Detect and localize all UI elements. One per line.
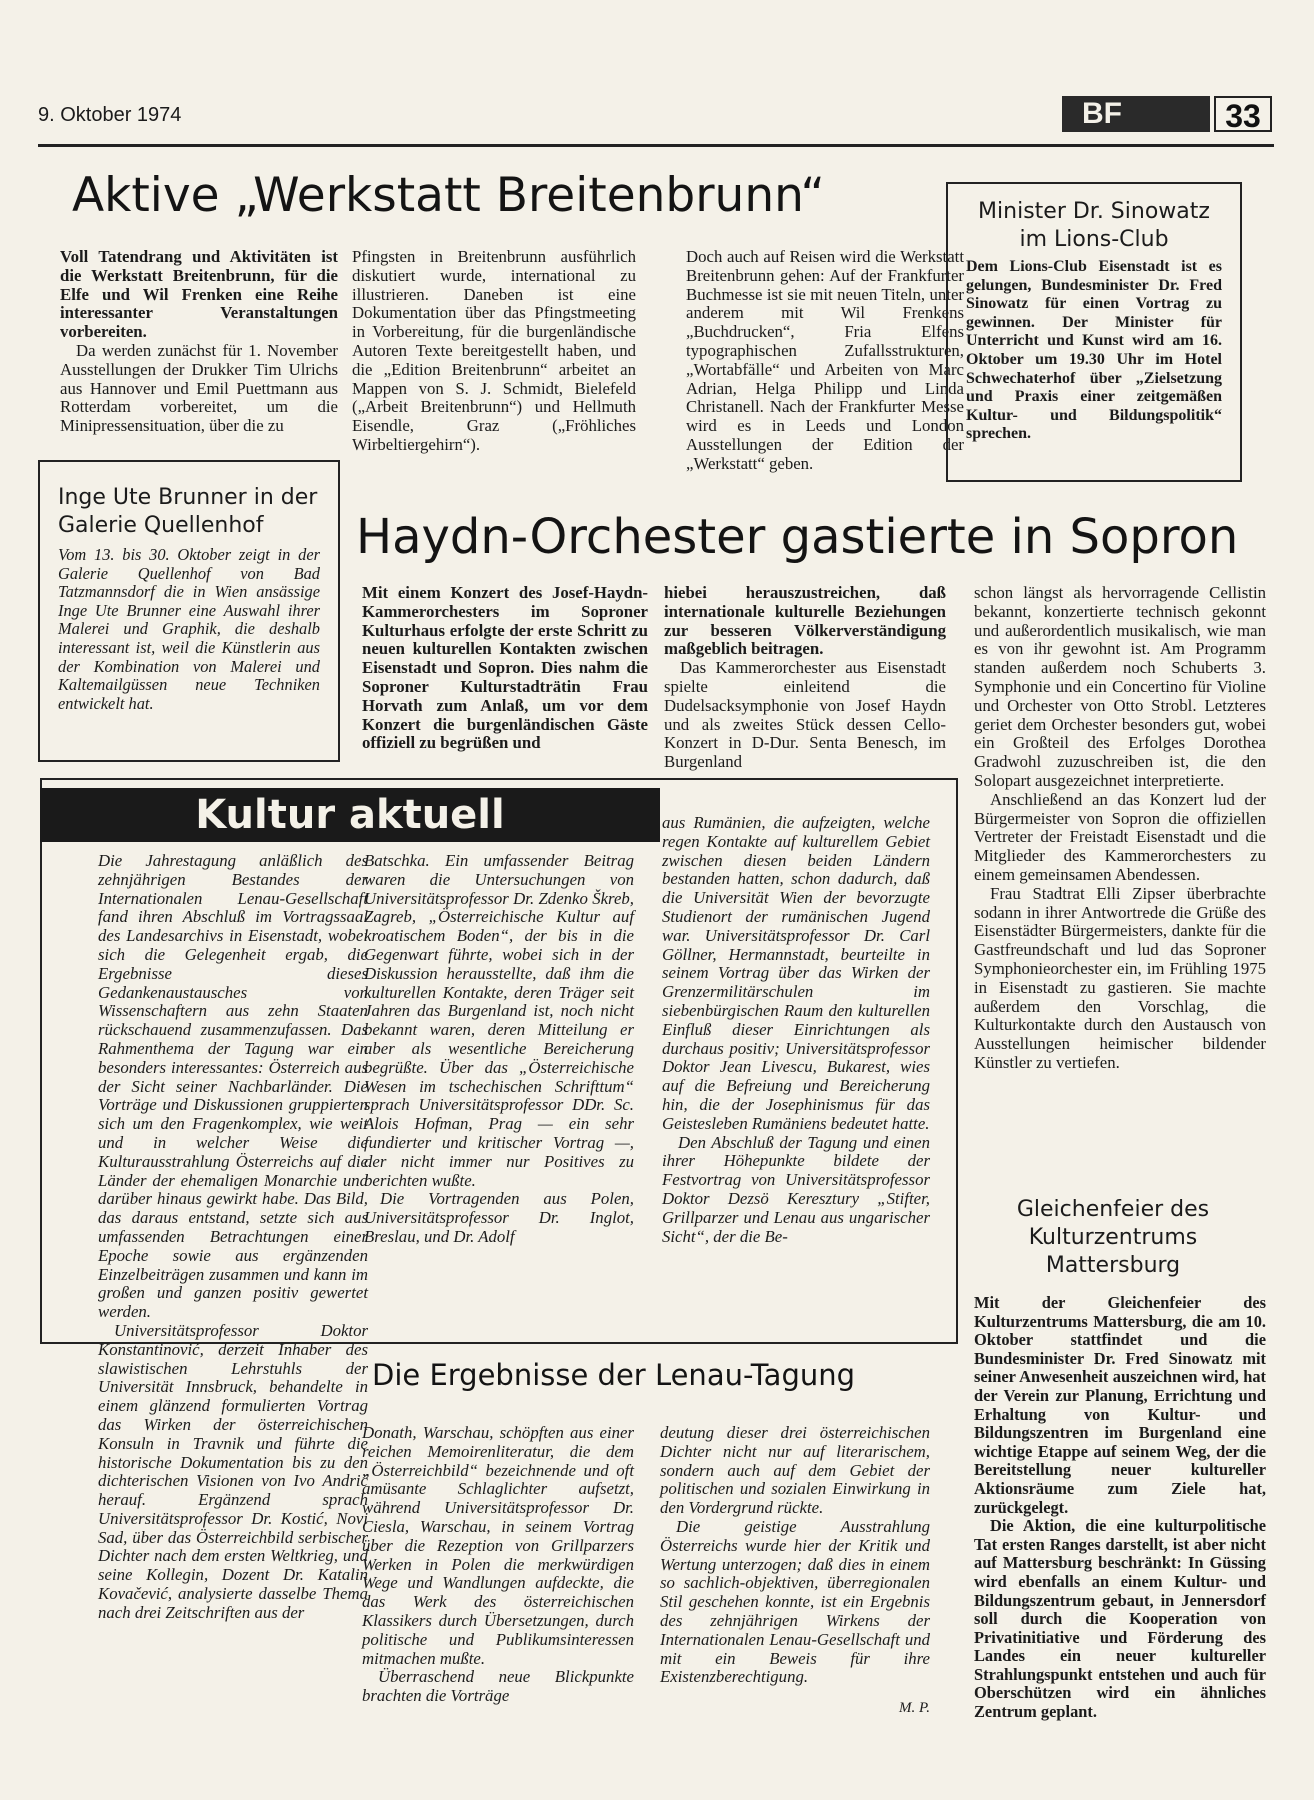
haydn-paragraph: Das Kammerorchester aus Eisenstadt spielte einleitend die Dudelsacksymphonie von Josef Haydn und als zweites Stück dessen Cello-Konzert in D-Dur. Senta Benesch, im Burgenland [664, 658, 946, 772]
werkstatt-column-2 [352, 248, 636, 455]
werkstatt-paragraph: Da werden zunächst für 1. November Ausstellungen der Drukker Tim Ulrichs aus Hannover und Emil Puettmann aus Rotterdam vorbereitet, um die Minipressensituation, über die zu [60, 340, 338, 436]
werkstatt-column-3 [686, 248, 964, 474]
haydn-paragraph: Anschließend an das Konzert lud der Bürgermeister von Sopron die offiziellen Vertreter der Freistadt Eisenstadt und die Mitglieder des Kammerorchesters zu einem gemeinsamen Abendessen. [974, 789, 1266, 884]
kultur-paragraph: Universitätsprofessor Doktor Konstantinović, derzeit Inhaber des slawistischen Lehrstuhls der Universität Innsbruck, behandelte in einem glänzend formulierten Vortrag das Wirken der österreichischen Konsuln in Travnik und führte die historische Dokumentation bis zu den dichterischen Visionen von Ivo Andrić herauf. Ergänzend sprach Universitätsprofessor Dr. Kostić, Novi Sad, über das Österreichbild serbischer Dichter nach dem ersten Weltkrieg, und seine Kollegin, Dozent Dr. Katalin Kovačević, analysierte dasselbe Thema nach drei Zeitschriften aus der [98, 1320, 368, 1622]
brunner-box [38, 460, 340, 762]
haydn-paragraph: Frau Stadtrat Elli Zipser überbrachte sodann in ihrer Antwortrede die Grüße des Eisenstädter Bürgermeisters, dankte für die Gastfreundschaft und lud das Soproner Symphonieorchester ein, im Frühling 1975 in Eisenstadt zu gastieren. Sie machte außerdem den Vorschlag, die Kulturkontakte durch den Austausch von Ausstellungen heimischer bildender Künstler zu vertiefen. [974, 883, 1266, 1072]
kultur-paragraph: Die Vortragenden aus Polen, Universitätsprofessor Dr. Inglot, Breslau, und Dr. Adolf [364, 1189, 634, 1246]
haydn-column-1: Mit einem Konzert des Josef-Haydn-Kammerorchesters im Soproner Kulturhaus erfolgte der erste Schritt zu neuen kulturellen Kontakten zwischen Eisenstadt und Sopron. Dies nahm die Soproner Kulturstadträtin Frau Horvath zum Anlaß, um vor dem Konzert die burgenländischen Gäste offiziell zu begrüßen und [362, 583, 648, 753]
lenau-paragraph: deutung dieser drei österreichischen Dichter nicht nur auf literarischem, sondern auch auf dem Gebiet der politischen und sozialen Einwirkung in den Vordergrund rückte. [660, 1423, 930, 1518]
werkstatt-paragraph: Doch auch auf Reisen wird die Werkstatt Breitenbrunn gehen: Auf der Frankfurter Buchmesse ist sie mit neuen Titeln, unter anderem mit Wil Frenkens „Buchdrucken“, Fria Elfens typographischen Zufallsstrukturen, „Wortabfälle“ und Arbeiten von Marc Adrian, Helga Philipp und Linda Christanell. Nach der Frankfurter Messe wird es in Leeds und London Ausstellungen der Edition der „Werkstatt“ geben. [686, 247, 964, 473]
lenau-paragraph: Die geistige Ausstrahlung Österreichs wurde hier der Kritik und Wertung unterzogen; daß dies in einem so sachlich-objektiven, überregionalen Stil geschehen konnte, ist ein Ergebnis des zehnjährigen Wirkens der Internationalen Lenau-Gesellschaft und mit ein Beweis für ihre Existenzberechtigung. [660, 1516, 930, 1687]
sinowatz-body: Dem Lions-Club Eisenstadt ist es gelungen, Bundesminister Dr. Fred Sinowatz für einen Vortrag zu gewinnen. Der Minister für Unterricht und Kunst wird am 16. Oktober um 19.30 Uhr im Hotel Schwechaterhof über „Zielsetzung und Praxis einer zeitgemäßen Kultur- und Bildungspolitik“ sprechen. [966, 258, 1222, 443]
haydn-column-3 [974, 584, 1266, 1073]
werkstatt-paragraph: Pfingsten in Breitenbrunn ausführlich diskutiert wurde, international zu illustrieren. Daneben ist eine Dokumentation über das Pfingstmeeting in Vorbereitung, für die burgenländische Autoren Texte bereitgestellt haben, und die „Edition Breitenbrunn“ arbeitet an Mappen von S. J. Schmidt, Bielefeld („Arbeit Breitenbrunn“) und Hellmuth Eisendle, Graz („Fröhliches Wirbeltiergehirn“). [352, 247, 636, 454]
author-initials: M. P. [899, 1700, 930, 1717]
header-rule [38, 144, 1274, 147]
werkstatt-column-1 [60, 248, 338, 436]
haydn-paragraph: hiebei herauszustreichen, daß internationale kulturelle Beziehungen zur besseren Völkerverständigung maßgeblich beitragen. [664, 583, 946, 659]
issue-date: 9. Oktober 1974 [38, 104, 182, 126]
kultur-paragraph: aus Rumänien, die aufzeigten, welche regen Kontakte auf kulturellem Gebiet zwischen diesen beiden Ländern bestanden hatten, schon dadurch, daß die Universität Wien der bevorzugte Studienort der rumänischen Jugend war. Universitätsprofessor Dr. Carl Göllner, Hermannstadt, beurteilte in seinem Vortrag über das Wirken der Grenzermilitärschulen im siebenbürgischen Raum den kulturellen Einfluß dieser Einrichtungen als durchaus positiv; Universitätsprofessor Doktor Jean Livescu, Bukarest, wies auf die Befreiung und Bereicherung hin, die der Josephinismus für das Geistesleben Rumäniens bedeutet hatte. [662, 813, 930, 1133]
kultur-aktuell-banner: Kultur aktuell [40, 788, 660, 842]
haydn-paragraph: schon längst als hervorragende Cellistin bekannt, konzertierte technisch gekonnt und außerordentlich musikalisch, wie man es von ihr gewohnt ist. Am Programm standen außerdem noch Schuberts 3. Symphonie und ein Concertino für Violine und Orchester von Otto Strobl. Letzteres geriet dem Orchester besonders gut, wobei ein Großteil des Erfolges Dorothea Gradwohl zuzuschreiben ist, die den Solopart ausgezeichnet interpretierte. [974, 583, 1266, 790]
werkstatt-headline: Aktive „Werkstatt Breitenbrunn“ [72, 168, 825, 223]
sinowatz-title: Minister Dr. Sinowatz im Lions-Club [978, 199, 1210, 252]
haydn-column-2 [664, 584, 946, 772]
haydn-headline: Haydn-Orchester gastierte in Sopron [356, 509, 1239, 565]
lenau-headline: Die Ergebnisse der Lenau-Tagung [372, 1358, 856, 1392]
mattersburg-title: Gleichenfeier des Kulturzentrums Mattersburg [1016, 1197, 1210, 1278]
kultur-column-1 [98, 852, 368, 1623]
kultur-paragraph: Batschka. Ein umfassender Beitrag waren die Untersuchungen von Universitätsprofessor Dr. Zdenko Škreb, Zagreb, „Österreichische Kultur auf kroatischem Boden“, der bis in die Gegenwart führte, wobei sich in der Diskussion herausstellte, daß ihm die kulturellen Kontakte, deren Träger seit Jahren das Burgenland ist, noch nicht bekannt waren, deren Mitteilung er aber als wesentliche Bereicherung begrüßte. Über das „Österreichische Wesen im tschechischen Schrifttum“ sprach Universitätsprofessor DDr. Sc. Alois Hofman, Prag — ein sehr fundierter und kritischer Vortrag —, der nicht immer nur Positives zu berichten wußte. [364, 851, 634, 1190]
kultur-paragraph: Den Abschluß der Tagung und einen ihrer Höhepunkte bildete der Festvortrag von Universitätsprofessor Doktor Dezsö Keresztury „Stifter, Grillparzer und Lenau aus ungarischer Sicht“, der die Be- [662, 1132, 930, 1246]
brunner-title: Inge Ute Brunner in der Galerie Quellenhof [58, 485, 318, 538]
publication-logo: BF [1062, 96, 1210, 132]
mattersburg-paragraph: Mit der Gleichenfeier des Kulturzentrums Mattersburg, die am 10. Oktober stattfindet und die Bundesminister Dr. Fred Sinowatz mit seiner Anwesenheit auszeichnen wird, hat der Verein zur Planung, Errichtung und Erhaltung von Kultur- und Bildungszentren im Burgenland eine wichtige Etappe auf seinem Weg, der die Bereitstellung neuer kultureller Aktionsräume zum Ziele hat, zurückgelegt. [974, 1293, 1266, 1517]
lenau-column-3 [660, 1424, 930, 1718]
mattersburg-paragraph: Die Aktion, die eine kulturpolitische Tat ersten Ranges darstellt, ist aber nicht auf Mattersburg beschränkt: In Güssing wird ebenfalls an einem Kultur- und Bildungszentrum gebaut, in Jennersdorf soll durch die Kooperation von Privatinitiative und Förderung des Landes ein neuer kultureller Strahlungspunkt entstehen und auch für Oberschützen wird ein ähnliches Zentrum geplant. [974, 1516, 1266, 1722]
sinowatz-box [946, 182, 1242, 482]
kultur-paragraph: Die Jahrestagung anläßlich des zehnjährigen Bestandes der Internationalen Lenau-Gesellschaft fand ihren Abschluß im Vortragssaal des Landesarchivs in Eisenstadt, wobei sich die Gelegenheit ergab, die Ergebnisse dieses Gedankenaustausches von Wissenschaftern aus zehn Staaten rückschauend zusammenzufassen. Das Rahmenthema der Tagung war ein besonders interessantes: Österreich aus der Sicht seiner Nachbarländer. Die Vorträge und Diskussionen gruppierten sich um den Fragenkomplex, wie weit und in welcher Weise die Kulturausstrahlung Österreichs auf die Länder der ehemaligen Monarchie und darüber hinaus gewirkt habe. Das Bild, das daraus entstand, setzte sich aus umfassenden Betrachtungen einer Epoche sowie aus ergänzenden Einzelbeiträgen zusammen und kann im großen und ganzen positiv gewertet werden. [98, 851, 368, 1322]
page-number: 33 [1214, 96, 1272, 132]
lenau-paragraph: Überraschend neue Blickpunkte brachten die Vorträge [362, 1667, 634, 1706]
brunner-body: Vom 13. bis 30. Oktober zeigt in der Galerie Quellenhof von Bad Tatzmannsdorf die in Wien ansässige Inge Ute Brunner eine Auswahl ihrer Malerei und Graphik, die deshalb interessant ist, weil die Künstlerin aus der Kombination von Malerei und Kaltemailgüssen neue Techniken entwickelt hat. [58, 545, 320, 713]
mattersburg-body [974, 1294, 1266, 1722]
lenau-column-2 [362, 1424, 634, 1706]
lenau-paragraph: Donath, Warschau, schöpften aus einer reichen Memoirenliteratur, die dem „Österreichbild“ bezeichnende und oft amüsante Schlaglichter aufsetzt, während Universitätsprofessor Dr. Ciesla, Warschau, in seinem Vortrag über die Rezeption von Grillparzers Werken in Polen die merkwürdigen Wege und Wandlungen aufdeckte, die das Werk des österreichischen Klassikers durch Übersetzungen, durch politische und Publikumsinteressen mitmachen mußte. [362, 1423, 634, 1668]
kultur-column-2 [364, 852, 634, 1247]
kultur-column-3 [662, 814, 930, 1246]
werkstatt-lead: Voll Tatendrang und Aktivitäten ist die Werkstatt Breitenbrunn, für die Elfe und Wil Frenken eine Reihe interessanter Veranstaltungen vorbereiten. [60, 247, 338, 342]
